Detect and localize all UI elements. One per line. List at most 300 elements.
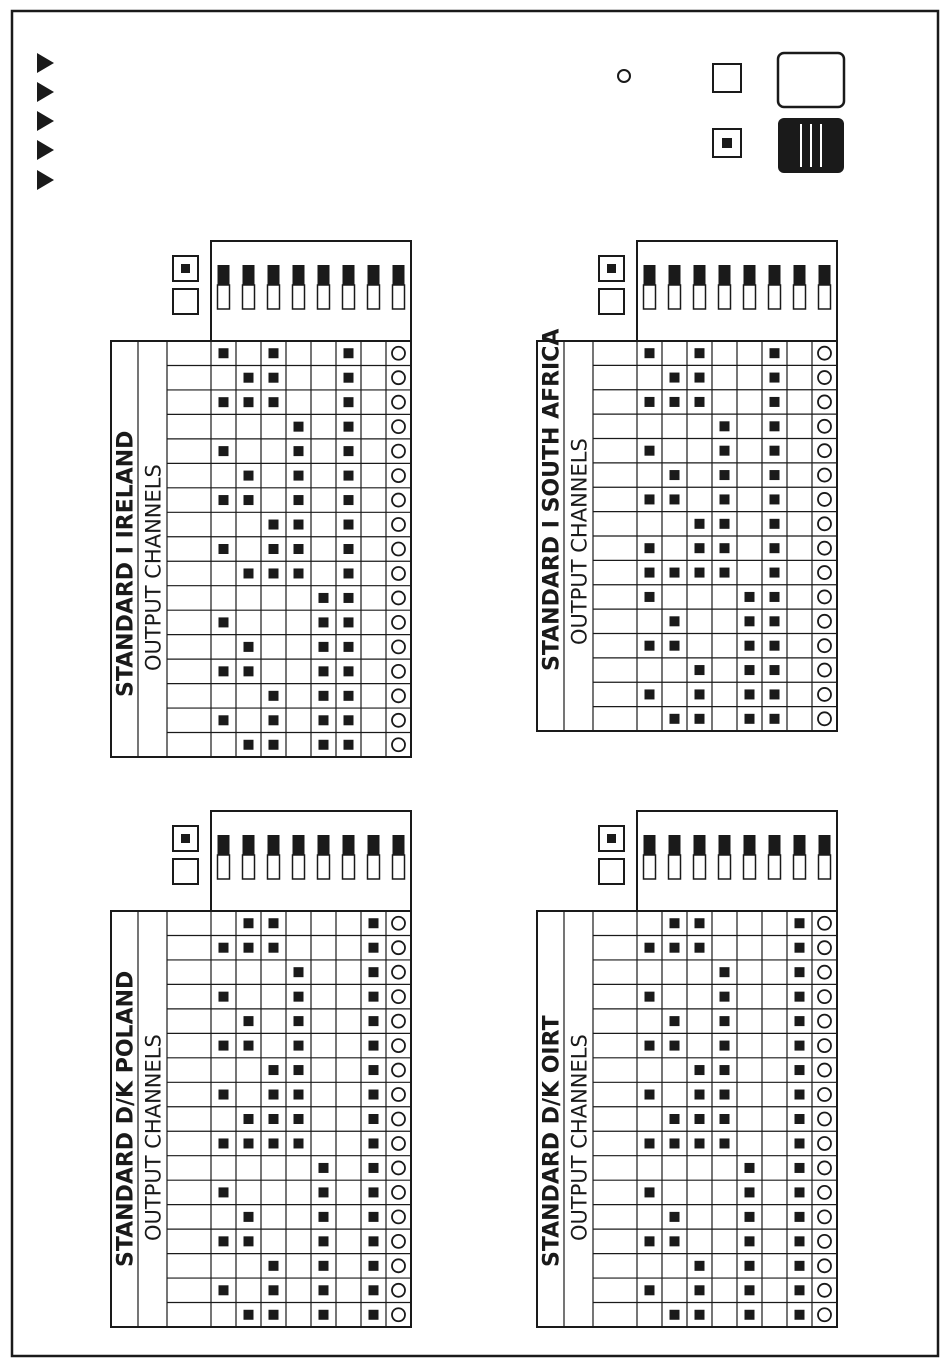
dip-switch-on-segment <box>268 835 280 855</box>
switch-on-mark <box>319 1163 329 1173</box>
dip-switch-on-segment <box>243 835 255 855</box>
channel-output-circle <box>818 444 831 457</box>
switch-on-mark <box>344 373 354 383</box>
switch-on-mark <box>344 593 354 603</box>
dip-switch-off-segment <box>368 855 380 879</box>
switch-on-mark <box>244 1310 254 1320</box>
table-oirt <box>537 811 837 1327</box>
dip-open-indicator-icon <box>618 70 630 82</box>
dip-on-legend-dot <box>181 264 190 273</box>
switch-on-mark <box>219 348 229 358</box>
channel-output-circle <box>392 714 405 727</box>
switch-on-mark <box>720 1041 730 1051</box>
switch-on-mark <box>269 520 279 530</box>
switch-on-mark <box>269 740 279 750</box>
channel-output-circle <box>392 990 405 1003</box>
switch-on-mark <box>219 446 229 456</box>
switch-on-mark <box>695 568 705 578</box>
switch-on-mark <box>770 592 780 602</box>
channel-output-circle <box>392 1284 405 1297</box>
channel-output-circle <box>392 1088 405 1101</box>
switch-on-mark <box>269 1114 279 1124</box>
channel-output-circle <box>392 966 405 979</box>
switch-on-mark <box>645 1285 655 1295</box>
channel-output-circle <box>818 566 831 579</box>
switch-on-mark <box>269 918 279 928</box>
switch-on-mark <box>344 568 354 578</box>
switch-on-mark <box>369 1261 379 1271</box>
switch-on-mark <box>645 446 655 456</box>
dip-switch-on-segment <box>769 265 781 285</box>
switch-on-mark <box>269 397 279 407</box>
dip-switch-on-segment <box>368 265 380 285</box>
switch-on-mark <box>369 943 379 953</box>
dip-switch-on-segment <box>218 265 230 285</box>
switch-on-mark <box>369 1285 379 1295</box>
switch-on-mark <box>795 1016 805 1026</box>
switch-on-mark <box>219 1187 229 1197</box>
switch-on-mark <box>795 1163 805 1173</box>
dip-switch-off-segment <box>393 855 405 879</box>
switch-on-mark <box>645 1236 655 1246</box>
switch-on-mark <box>670 1016 680 1026</box>
switch-on-mark <box>244 1212 254 1222</box>
switch-on-mark <box>219 715 229 725</box>
dip-on-legend-dot <box>607 834 616 843</box>
channel-output-circle <box>818 1015 831 1028</box>
channel-output-circle <box>818 1284 831 1297</box>
switch-on-mark <box>720 1114 730 1124</box>
switch-on-mark <box>745 689 755 699</box>
switch-on-mark <box>219 544 229 554</box>
switch-on-mark <box>244 943 254 953</box>
switch-on-mark <box>795 992 805 1002</box>
channel-output-circle <box>392 445 405 458</box>
channel-output-circle <box>818 1259 831 1272</box>
switch-on-mark <box>645 992 655 1002</box>
switch-on-mark <box>645 1187 655 1197</box>
dip-switch-on-segment <box>744 835 756 855</box>
channel-output-circle <box>818 688 831 701</box>
switch-on-mark <box>695 1138 705 1148</box>
dip-switch-on-segment <box>719 265 731 285</box>
switch-on-mark <box>319 666 329 676</box>
dip-switch-on-segment <box>293 265 305 285</box>
switch-on-mark <box>670 470 680 480</box>
switch-on-mark <box>670 943 680 953</box>
switch-on-mark <box>244 1138 254 1148</box>
dip-switch-on-segment <box>343 265 355 285</box>
switch-on-mark <box>695 1114 705 1124</box>
channel-output-circle <box>818 917 831 930</box>
switch-on-mark <box>720 1090 730 1100</box>
switch-on-mark <box>344 495 354 505</box>
switch-on-mark <box>219 1236 229 1246</box>
dip-switch-off-segment <box>744 855 756 879</box>
switch-on-mark <box>294 1138 304 1148</box>
switch-on-mark <box>219 617 229 627</box>
switch-on-mark <box>294 1114 304 1124</box>
switch-on-mark <box>269 1090 279 1100</box>
switch-on-mark <box>795 918 805 928</box>
legend <box>37 53 844 190</box>
switch-on-mark <box>369 1187 379 1197</box>
switch-on-mark <box>269 568 279 578</box>
dip-switch-on-segment <box>368 835 380 855</box>
switch-on-mark <box>294 1016 304 1026</box>
switch-on-mark <box>645 568 655 578</box>
switch-on-mark <box>795 1065 805 1075</box>
switch-on-mark <box>770 494 780 504</box>
switch-on-mark <box>244 471 254 481</box>
switch-on-mark <box>269 1310 279 1320</box>
dip-switch-off-segment <box>669 855 681 879</box>
dip-switch-off-segment <box>243 285 255 309</box>
dip-switch-off-segment <box>794 285 806 309</box>
dip-switch-off-segment <box>293 855 305 879</box>
dip-switch-on-segment <box>819 265 831 285</box>
dip-switch-off-segment <box>644 285 656 309</box>
switch-on-mark <box>244 397 254 407</box>
switch-on-mark <box>294 422 304 432</box>
dip-switch-on-segment <box>393 835 405 855</box>
switch-on-mark <box>294 967 304 977</box>
switch-on-mark <box>319 593 329 603</box>
switch-on-mark <box>770 568 780 578</box>
channel-output-circle <box>392 1113 405 1126</box>
table-subtitle: OUTPUT CHANNELS <box>567 438 592 645</box>
switch-on-mark <box>244 1114 254 1124</box>
switch-on-mark <box>720 543 730 553</box>
channel-output-circle <box>392 1235 405 1248</box>
switch-on-mark <box>720 470 730 480</box>
channel-output-circle <box>818 347 831 360</box>
channel-output-circle <box>818 1161 831 1174</box>
channel-output-circle <box>818 1113 831 1126</box>
switch-on-mark <box>344 397 354 407</box>
switch-on-mark <box>670 1114 680 1124</box>
channel-output-circle <box>392 1308 405 1321</box>
dip-switch-off-segment <box>819 855 831 879</box>
switch-on-mark <box>745 1236 755 1246</box>
switch-on-mark <box>720 992 730 1002</box>
switch-on-mark <box>695 918 705 928</box>
switch-on-mark <box>745 1212 755 1222</box>
channel-output-circle <box>392 640 405 653</box>
switch-on-mark <box>645 943 655 953</box>
channel-output-circle <box>818 1064 831 1077</box>
channel-output-circle <box>392 1210 405 1223</box>
channel-output-circle <box>392 689 405 702</box>
switch-on-mark <box>695 348 705 358</box>
dip-switch-off-segment <box>744 285 756 309</box>
switch-on-mark <box>269 1065 279 1075</box>
channel-output-circle <box>818 1235 831 1248</box>
switch-on-mark <box>645 1090 655 1100</box>
switch-on-mark <box>294 1041 304 1051</box>
switch-on-mark <box>745 1261 755 1271</box>
switch-on-mark <box>795 967 805 977</box>
dip-switch-on-segment <box>644 835 656 855</box>
channel-output-circle <box>818 664 831 677</box>
channel-output-circle <box>818 639 831 652</box>
channel-output-circle <box>818 590 831 603</box>
channel-output-circle <box>818 712 831 725</box>
switch-on-mark <box>720 519 730 529</box>
switch-on-mark <box>770 641 780 651</box>
dip-switch-block <box>211 811 411 911</box>
switch-on-mark <box>645 641 655 651</box>
switch-on-mark <box>244 666 254 676</box>
dip-switch-on-segment <box>393 265 405 285</box>
switch-on-mark <box>670 1041 680 1051</box>
switch-on-mark <box>720 1016 730 1026</box>
channel-output-circle <box>818 1308 831 1321</box>
channel-output-circle <box>392 469 405 482</box>
table-ireland <box>111 241 411 757</box>
switch-on-mark <box>695 689 705 699</box>
switch-on-mark <box>695 714 705 724</box>
switch-on-mark <box>269 1285 279 1295</box>
switch-on-mark <box>344 617 354 627</box>
dip-switch-on-segment <box>318 265 330 285</box>
dip-switch-off-segment <box>218 285 230 309</box>
switch-on-mark <box>319 715 329 725</box>
dip-switch-on-segment <box>694 835 706 855</box>
dip-switch-off-segment <box>769 285 781 309</box>
switch-on-mark <box>695 943 705 953</box>
switch-on-mark <box>795 1114 805 1124</box>
channel-output-circle <box>818 1137 831 1150</box>
dip-off-box-icon <box>713 64 741 92</box>
table-subtitle: OUTPUT CHANNELS <box>567 1034 592 1241</box>
dip-switch-off-segment <box>318 285 330 309</box>
channel-output-circle <box>392 420 405 433</box>
switch-on-mark <box>670 1310 680 1320</box>
switch-on-mark <box>695 1065 705 1075</box>
switch-on-mark <box>770 714 780 724</box>
switch-on-mark <box>369 1163 379 1173</box>
dip-on-legend-dot <box>607 264 616 273</box>
switch-on-mark <box>294 544 304 554</box>
play-arrow-icon <box>37 111 54 131</box>
dip-off-legend-box <box>599 289 624 314</box>
switch-on-mark <box>319 691 329 701</box>
switch-on-mark <box>344 520 354 530</box>
channel-output-circle <box>818 469 831 482</box>
switch-on-mark <box>319 1236 329 1246</box>
dip-switch-on-segment <box>644 265 656 285</box>
play-arrow-icon <box>37 170 54 190</box>
channel-output-circle <box>392 1137 405 1150</box>
switch-on-mark <box>244 1236 254 1246</box>
dip-switch-on-segment <box>343 835 355 855</box>
dip-switch-off-segment <box>268 285 280 309</box>
switch-on-mark <box>344 666 354 676</box>
switch-on-mark <box>344 740 354 750</box>
switch-on-mark <box>795 1212 805 1222</box>
switch-on-mark <box>369 1041 379 1051</box>
arrow-icon-group <box>37 53 54 190</box>
switch-on-mark <box>770 616 780 626</box>
switch-on-mark <box>645 543 655 553</box>
switch-on-mark <box>695 373 705 383</box>
channel-output-circle <box>392 616 405 629</box>
switch-on-mark <box>219 1090 229 1100</box>
dip-switch-off-segment <box>243 855 255 879</box>
switch-on-mark <box>795 1236 805 1246</box>
dip-switch-off-segment <box>343 285 355 309</box>
dip-switch-off-segment <box>794 855 806 879</box>
switch-on-mark <box>369 1114 379 1124</box>
switch-on-mark <box>795 1261 805 1271</box>
switch-on-mark <box>770 373 780 383</box>
switch-on-mark <box>745 714 755 724</box>
table-subtitle: OUTPUT CHANNELS <box>141 464 166 671</box>
channel-output-circle <box>392 494 405 507</box>
switch-on-mark <box>670 373 680 383</box>
dip-off-legend-box <box>173 289 198 314</box>
switch-on-mark <box>670 1212 680 1222</box>
switch-on-mark <box>294 1065 304 1075</box>
switch-on-mark <box>344 642 354 652</box>
dip-switch-off-segment <box>694 285 706 309</box>
channel-output-circle <box>392 518 405 531</box>
table-title: STANDARD D/K OIRT <box>539 1015 565 1267</box>
channel-output-circle <box>818 395 831 408</box>
dip-switch-off-segment <box>368 285 380 309</box>
dip-switch-on-segment <box>293 835 305 855</box>
switch-on-mark <box>219 495 229 505</box>
switch-on-mark <box>219 943 229 953</box>
switch-on-mark <box>770 446 780 456</box>
switch-on-mark <box>369 1138 379 1148</box>
channel-output-circle <box>392 1039 405 1052</box>
switch-on-mark <box>319 740 329 750</box>
switch-on-mark <box>670 1236 680 1246</box>
switch-on-mark <box>219 397 229 407</box>
channel-output-circle <box>818 941 831 954</box>
switch-on-mark <box>219 666 229 676</box>
switch-on-mark <box>244 568 254 578</box>
switch-on-mark <box>244 495 254 505</box>
switch-on-mark <box>244 642 254 652</box>
switch-on-mark <box>344 471 354 481</box>
switch-on-mark <box>770 519 780 529</box>
table-title: STANDARD I IRELAND <box>113 430 139 697</box>
dip-switch-off-segment <box>644 855 656 879</box>
dip-switch-on-segment <box>268 265 280 285</box>
channel-output-circle <box>818 615 831 628</box>
switch-on-mark <box>219 1285 229 1295</box>
switch-on-mark <box>770 470 780 480</box>
switch-on-mark <box>269 544 279 554</box>
switch-on-mark <box>720 421 730 431</box>
switch-on-mark <box>720 967 730 977</box>
switch-on-mark <box>294 446 304 456</box>
switch-on-mark <box>695 397 705 407</box>
switch-open-icon <box>778 53 844 107</box>
switch-on-mark <box>294 495 304 505</box>
switch-on-mark <box>695 543 705 553</box>
switch-on-mark <box>670 641 680 651</box>
switch-on-mark <box>695 1310 705 1320</box>
channel-output-circle <box>392 371 405 384</box>
dip-switch-off-segment <box>669 285 681 309</box>
switch-on-mark <box>670 918 680 928</box>
channel-output-circle <box>818 542 831 555</box>
switch-on-mark <box>369 1310 379 1320</box>
switch-on-mark <box>745 1285 755 1295</box>
switch-on-mark <box>244 1041 254 1051</box>
switch-on-mark <box>319 617 329 627</box>
switch-on-mark <box>695 665 705 675</box>
dip-switch-on-segment <box>318 835 330 855</box>
channel-output-circle <box>392 1064 405 1077</box>
switch-on-mark <box>795 1041 805 1051</box>
switch-on-mark <box>745 641 755 651</box>
dip-off-legend-box <box>599 859 624 884</box>
switch-on-mark <box>645 1041 655 1051</box>
switch-on-mark <box>294 992 304 1002</box>
switch-on-mark <box>670 494 680 504</box>
switch-on-mark <box>369 1065 379 1075</box>
switch-on-mark <box>670 568 680 578</box>
dip-on-dot <box>722 138 732 148</box>
switch-on-mark <box>745 1187 755 1197</box>
switch-on-mark <box>695 1261 705 1271</box>
dip-switch-off-segment <box>318 855 330 879</box>
switch-on-mark <box>319 642 329 652</box>
channel-output-circle <box>392 1161 405 1174</box>
switch-on-mark <box>319 1187 329 1197</box>
channel-output-circle <box>818 1039 831 1052</box>
dip-switch-on-segment <box>794 265 806 285</box>
switch-on-mark <box>244 918 254 928</box>
switch-on-mark <box>770 689 780 699</box>
switch-on-mark <box>795 1138 805 1148</box>
switch-on-mark <box>645 592 655 602</box>
dip-switch-off-segment <box>769 855 781 879</box>
table-subtitle: OUTPUT CHANNELS <box>141 1034 166 1241</box>
switch-on-mark <box>670 714 680 724</box>
switch-on-mark <box>695 519 705 529</box>
dip-switch-on-segment <box>669 835 681 855</box>
channel-output-circle <box>818 1088 831 1101</box>
switch-on-mark <box>720 1138 730 1148</box>
switch-on-mark <box>720 446 730 456</box>
channel-output-circle <box>392 1015 405 1028</box>
play-arrow-icon <box>37 82 54 102</box>
switch-on-mark <box>645 689 655 699</box>
switch-on-mark <box>344 446 354 456</box>
channel-output-circle <box>392 1259 405 1272</box>
channel-output-circle <box>818 517 831 530</box>
dip-switch-on-segment <box>794 835 806 855</box>
play-arrow-icon <box>37 53 54 73</box>
switch-on-mark <box>269 348 279 358</box>
dip-off-legend-box <box>173 859 198 884</box>
switch-on-mark <box>319 1212 329 1222</box>
switch-on-mark <box>369 1212 379 1222</box>
switch-on-mark <box>795 1285 805 1295</box>
switch-on-mark <box>720 494 730 504</box>
dip-switch-on-segment <box>819 835 831 855</box>
channel-output-circle <box>392 567 405 580</box>
switch-on-mark <box>269 373 279 383</box>
dip-switch-block <box>637 241 837 341</box>
channel-output-circle <box>392 591 405 604</box>
